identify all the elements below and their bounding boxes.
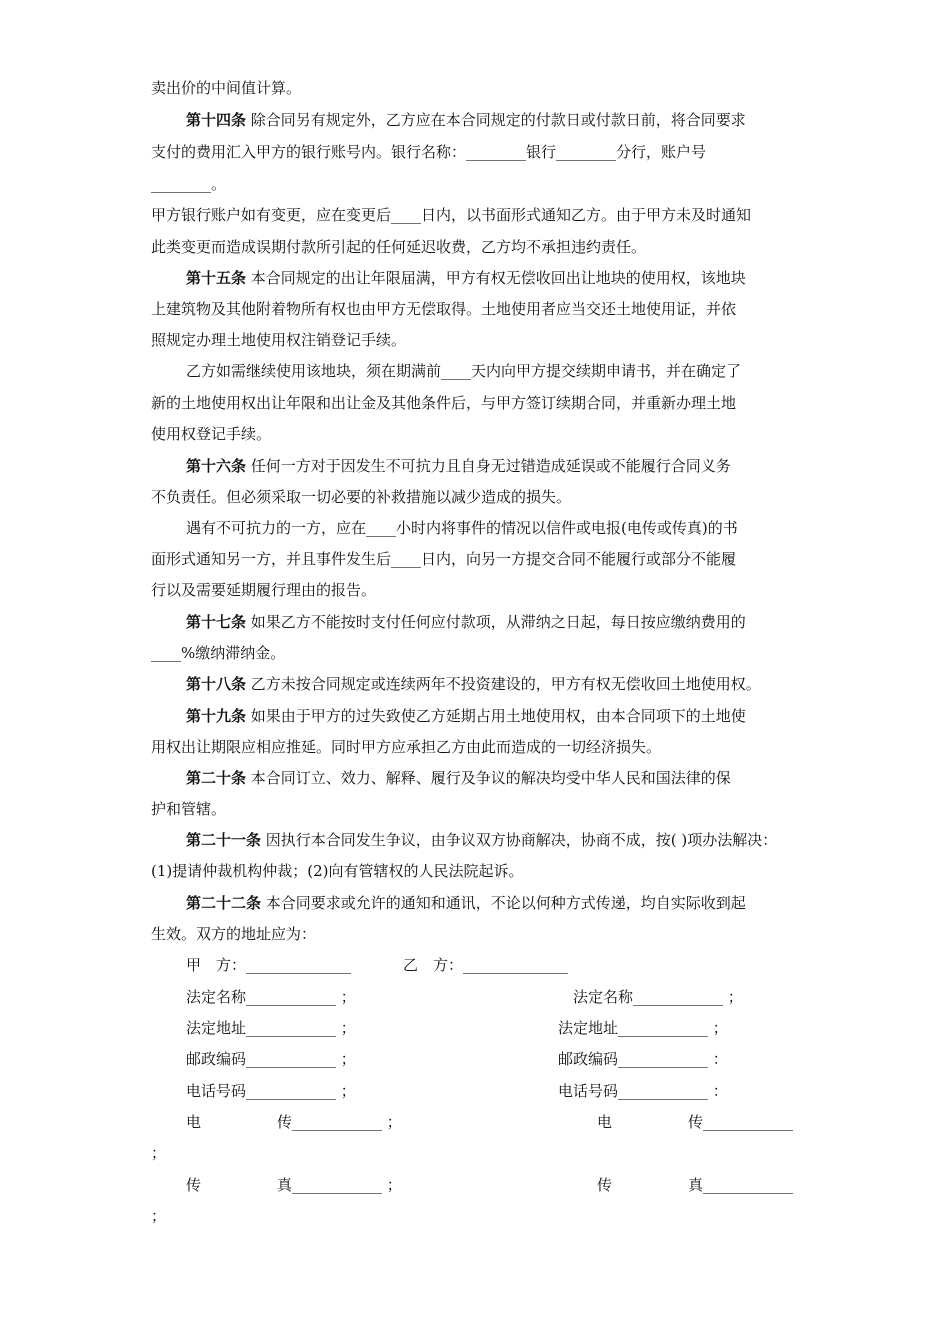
text-line: 上建筑物及其他附着物所有权也由甲方无偿取得。土地使用者应当交还土地使用证，并依 (151, 300, 737, 318)
clause-14-line (186, 110, 746, 130)
text-line: 不负责任。但必须采取一切必要的补救措施以减少造成的损失。 (151, 488, 572, 506)
text-line: 如果由于甲方的过失致使乙方延期占用土地使用权，由本合同项下的土地使 (246, 707, 746, 725)
phone-b-field: 电话号码____________ ： (558, 1082, 728, 1100)
text-line: 用权出让期限应相应推延。同时甲方应承担乙方由此而造成的一切经济损失。 (151, 738, 662, 756)
legal-address-b-field: 法定地址____________ ； (558, 1019, 728, 1037)
text-line: 任何一方对于因发生不可抗力且自身无过错造成延误或不能履行合同义务 (246, 457, 731, 475)
text-line: 乙方如需继续使用该地块，须在期满前____天内向甲方提交续期申请书，并在确定了 (186, 362, 742, 380)
legal-address-a-field: 法定地址____________ ； (186, 1019, 356, 1037)
party-a-field: 甲 方：______________ (186, 956, 352, 974)
fax-tail: ； (151, 1207, 167, 1225)
telex-b-label: 电 (597, 1113, 613, 1131)
telex-tail: ； (151, 1144, 167, 1162)
clause-20-line (186, 768, 731, 788)
clause-15-line (186, 268, 746, 288)
text-line: 除合同另有规定外，乙方应在本合同规定的付款日或付款日前，将合同要求 (246, 111, 746, 129)
clause-21-heading: 第二十一条 (186, 831, 262, 849)
text-line: (1)提请仲裁机构仲裁；(2)向有管辖权的人民法院起诉。 (151, 862, 524, 880)
text-line: 卖出价的中间值计算。 (151, 79, 302, 97)
postcode-b-field: 邮政编码____________ ： (558, 1050, 728, 1068)
text-line: 行以及需要延期履行理由的报告。 (151, 581, 377, 599)
fax-a-label: 传 (186, 1176, 202, 1194)
postcode-a-field: 邮政编码____________ ； (186, 1050, 356, 1068)
text-line: 因执行本合同发生争议，由争议双方协商解决，协商不成，按( )项办法解决： (261, 831, 778, 849)
text-line: 甲方银行账户如有变更，应在变更后____日内，以书面形式通知乙方。由于甲方未及时通知 (151, 206, 752, 224)
clause-19-line (186, 706, 746, 726)
text-line: ________。 (151, 175, 227, 193)
clause-17-line (186, 612, 746, 632)
clause-17-heading: 第十七条 (186, 613, 247, 631)
clause-16-heading: 第十六条 (186, 457, 247, 475)
text-line: 面形式通知另一方，并且事件发生后____日内，向另一方提交合同不能履行或部分不能履 (151, 550, 737, 568)
text-line: 生效。双方的地址应为： (151, 925, 317, 943)
phone-a-field: 电话号码____________ ； (186, 1082, 356, 1100)
clause-19-heading: 第十九条 (186, 707, 247, 725)
text-line: 本合同规定的出让年限届满，甲方有权无偿收回出让地块的使用权，该地块 (246, 269, 746, 287)
clause-15-heading: 第十五条 (186, 269, 247, 287)
party-b-field: 乙 方：______________ (403, 956, 569, 974)
text-line: 本合同订立、效力、解释、履行及争议的解决均受中华人民和国法律的保 (246, 769, 731, 787)
legal-name-a-field: 法定名称____________ ； (186, 988, 356, 1006)
text-line: 使用权登记手续。 (151, 425, 272, 443)
text-line: 乙方未按合同规定或连续两年不投资建设的，甲方有权无偿收回土地使用权。 (246, 675, 761, 693)
text-line: 如果乙方不能按时支付任何应付款项，从滞纳之日起，每日按应缴纳费用的 (246, 613, 746, 631)
telex-a-label: 电 (186, 1113, 202, 1131)
fax-b-label: 传 (597, 1176, 613, 1194)
clause-18-heading: 第十八条 (186, 675, 247, 693)
text-line: 遇有不可抗力的一方，应在____小时内将事件的情况以信件或电报(电传或传真)的书 (186, 519, 738, 537)
clause-18-line (186, 674, 761, 694)
legal-name-b-field: 法定名称____________ ； (573, 988, 743, 1006)
text-line: 此类变更而造成误期付款所引起的任何延迟收费，乙方均不承担违约责任。 (151, 238, 647, 256)
text-line: 照规定办理土地使用权注销登记手续。 (151, 331, 407, 349)
clause-16-line (186, 456, 731, 476)
text-line: 本合同要求或允许的通知和通讯，不论以何种方式传递，均自实际收到起 (261, 894, 746, 912)
text-line: 护和管辖。 (151, 800, 227, 818)
telex-a-field: 传____________ ； (277, 1113, 402, 1131)
text-line: ____%缴纳滞纳金。 (151, 644, 286, 662)
text-line: 新的土地使用权出让年限和出让金及其他条件后，与甲方签订续期合同，并重新办理土地 (151, 394, 737, 412)
clause-20-heading: 第二十条 (186, 769, 247, 787)
clause-21-line (186, 830, 777, 850)
fax-a-field: 真____________ ； (277, 1176, 402, 1194)
text-line: 支付的费用汇入甲方的银行账号内。银行名称：________银行________分行，账户号 (151, 143, 707, 161)
clause-14-heading: 第十四条 (186, 111, 247, 129)
telex-b-field: 传____________ (688, 1113, 794, 1131)
fax-b-field: 真____________ (688, 1176, 794, 1194)
clause-22-heading: 第二十二条 (186, 894, 262, 912)
clause-22-line (186, 893, 746, 913)
